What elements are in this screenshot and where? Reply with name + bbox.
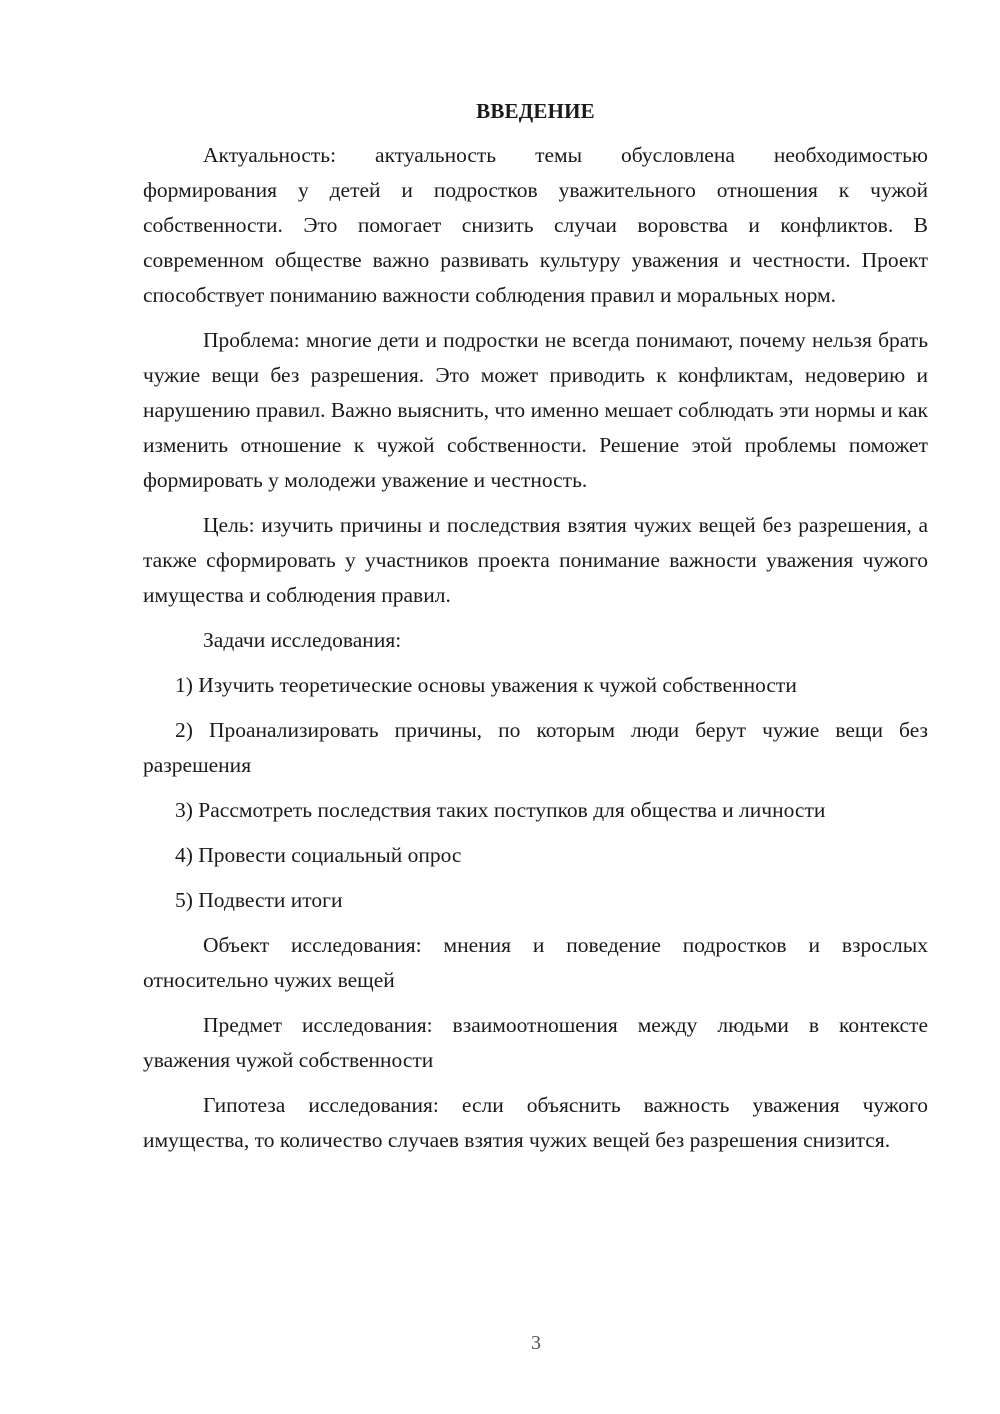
task-item-4: 4) Провести социальный опрос	[175, 843, 462, 867]
hypothesis-paragraph: Гипотеза исследования: если объяснить важность уважения чужого имущества, то количество случаев взятия чужих вещей без разрешения снизится.	[143, 1093, 928, 1152]
task-item-1: 1) Изучить теоретические основы уважения к чужой собственности	[175, 673, 797, 697]
task-item-2: 2) Проанализировать причины, по которым люди берут чужие вещи без разрешения	[143, 718, 928, 777]
task-item-5: 5) Подвести итоги	[175, 888, 343, 912]
task-item-3: 3) Рассмотреть последствия таких поступков для общества и личности	[175, 798, 826, 822]
page-number: 3	[531, 1332, 541, 1354]
tasks-heading: Задачи исследования:	[203, 628, 402, 652]
object-paragraph: Объект исследования: мнения и поведение подростков и взрослых относительно чужих вещей	[143, 933, 928, 992]
subject-paragraph: Предмет исследования: взаимоотношения между людьми в контексте уважения чужой собственности	[143, 1013, 928, 1072]
tasks-list	[143, 668, 928, 918]
goal-paragraph: Цель: изучить причины и последствия взятия чужих вещей без разрешения, а также сформировать у участников проекта понимание важности уважения чужого имущества и соблюдения правил.	[143, 513, 928, 607]
relevance-paragraph: Актуальность: актуальность темы обусловлена необходимостью формирования у детей и подростков уважительного отношения к чужой собственности. Это помогает снизить случаи воровства и конфликтов. В современном обществе важно развивать культуру уважения и честности. Проект способствует пониманию важности соблюдения правил и моральных норм.	[143, 143, 928, 307]
page-content	[143, 94, 928, 1158]
section-title: ВВЕДЕНИЕ	[476, 99, 595, 123]
problem-paragraph: Проблема: многие дети и подростки не всегда понимают, почему нельзя брать чужие вещи без разрешения. Это может приводить к конфликтам, недоверию и нарушению правил. Важно выяснить, что именно мешает соблюдать эти нормы и как изменить отношение к чужой собственности. Решение этой проблемы поможет формировать у молодежи уважение и честность.	[143, 328, 928, 492]
